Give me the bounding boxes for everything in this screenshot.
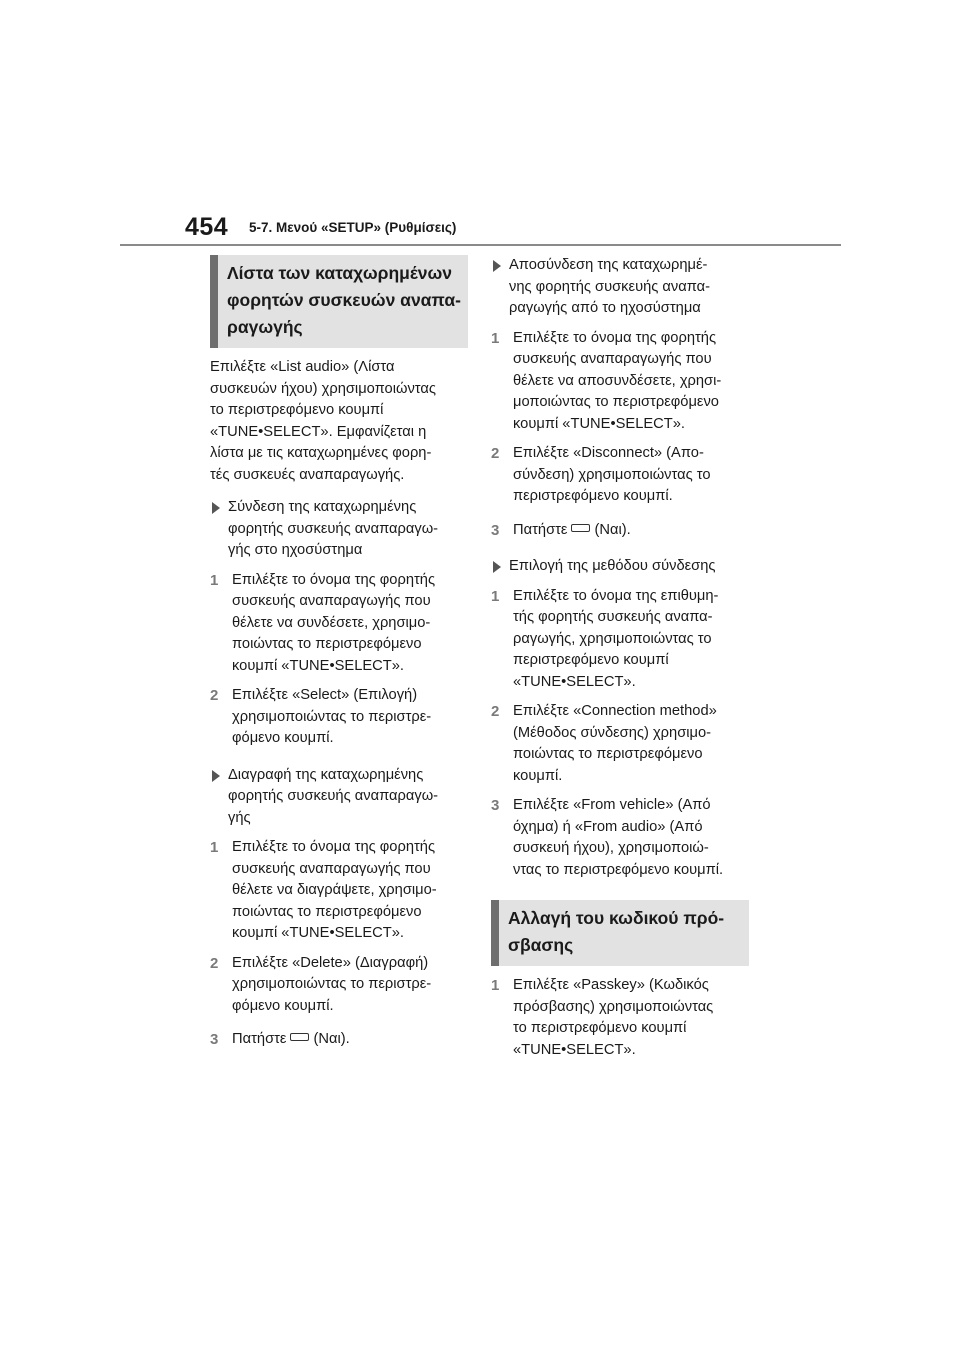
text-line: χρησιμοποιώντας το περιστρε- [232,708,432,725]
left-column [210,255,468,1059]
text-line: το περιστρεφόμενο κουμπί [513,1020,687,1036]
text-line: Επιλέξτε «Disconnect» (Απο- [513,445,704,461]
text-line: «TUNE•SELECT». Εμφανίζεται η [210,423,427,440]
text-line: συσκευής αναπαραγωγής που [232,593,431,609]
step-item [210,953,468,1018]
text-line: συσκευών ήχου) χρησιμοποιώντας [210,380,436,397]
step-number: 1 [491,587,500,605]
step-number: 1 [491,329,500,347]
step-text: Πατήστε [513,521,568,538]
section-heading-passkey [491,900,749,966]
text-line: μοποιώντας το περιστρεφόμενο [513,394,719,410]
yes-button-icon [571,524,590,532]
text-line: πρόσβασης) χρησιμοποιώντας [513,998,714,1015]
text-line: Επιλέξτε «List audio» (Λίστα [210,359,395,375]
text-line [232,1029,468,1051]
triangle-bullet-icon [493,561,501,573]
subsection-title-line: Σύνδεση της καταχωρημένης [228,499,417,515]
subsection-connect [210,497,468,562]
step-number: 3 [210,1031,219,1048]
text-line: περιστρεφόμενο κουμπί. [513,488,673,504]
subsection-disconnect [491,255,749,320]
heading-line: ραγωγής [227,317,303,337]
text-line: θέλετε να διαγράψετε, χρησιμο- [232,882,437,898]
text-line: Επιλέξτε «Select» (Επιλογή) [232,687,418,703]
step-text: (Ναι). [313,1031,350,1047]
step-number: 3 [491,797,500,814]
text-line: συσκευή ήχου), χρησιμοποιώ- [513,840,709,856]
text-line: τής φορητής συσκευής αναπα- [513,609,713,625]
text-line: θέλετε να συνδέσετε, χρησιμο- [232,614,431,631]
text-line: ποιώντας το περιστρεφόμενο [513,746,703,762]
heading-line: σβασης [508,935,574,955]
page-number: 454 [185,213,229,241]
step-text: (Ναι). [594,521,631,538]
subsection-title-line: γής [228,809,251,826]
subsection-delete [210,765,468,830]
step-number: 1 [491,977,500,994]
text-line: κουμπί «TUNE•SELECT». [513,415,685,432]
step-number: 3 [491,521,500,539]
section-heading-registered-devices [210,255,468,348]
header-divider [120,244,841,246]
subsection-title-line: Αποσύνδεση της καταχωρημέ- [509,257,708,273]
intro-paragraph [210,357,468,486]
step-item [491,586,749,694]
text-line: κουμπί «TUNE•SELECT». [232,657,404,674]
text-line: Επιλέξτε «Passkey» (Κωδικός [513,977,709,993]
text-line: φόμενο κουμπί. [232,997,334,1014]
step-item [491,520,749,542]
text-line: Επιλέξτε «Connection method» [513,703,717,719]
text-line: Επιλέξτε το όνομα της φορητής [232,571,436,588]
subsection-title-line: φορητής συσκευής αναπαραγω- [228,788,439,804]
yes-button-icon [290,1033,309,1041]
text-line: κουμπί «TUNE•SELECT». [232,925,404,941]
step-item [210,685,468,750]
text-line: ντας το περιστρεφόμενο κουμπί. [513,861,724,878]
text-line: χρησιμοποιώντας το περιστρε- [232,976,432,992]
step-item [491,975,749,1061]
step-item [491,328,749,436]
text-line: θέλετε να αποσυνδέσετε, χρησι- [513,372,722,389]
text-line: περιστρεφόμενο κουμπί [513,652,669,668]
right-column [491,255,749,1069]
text-line: συσκευής αναπαραγωγής που [232,860,431,877]
text-line: ραγωγής, χρησιμοποιώντας το [513,630,712,647]
text-line [513,520,749,542]
step-number: 2 [491,445,500,462]
step-number: 1 [210,839,219,856]
step-number: 2 [491,703,500,720]
step-item [210,837,468,945]
step-item [210,1029,468,1051]
text-line: όχημα) ή «From audio» (Από [513,818,703,835]
step-item [491,795,749,881]
text-line: (Μέθοδος σύνδεσης) χρησιμο- [513,724,712,741]
section-title: 5-7. Μενού «SETUP» (Ρυθμίσεις) [249,220,457,235]
text-line: τές συσκευές αναπαραγωγής. [210,466,405,483]
text-line: κουμπί. [513,767,563,784]
triangle-bullet-icon [212,502,220,514]
subsection-title-line: γής στο ηχοσύστημα [228,542,363,558]
step-item [210,570,468,678]
text-line: «TUNE•SELECT». [513,1041,636,1058]
text-line: ποιώντας το περιστρεφόμενο [232,636,422,652]
text-line: «TUNE•SELECT». [513,673,636,690]
heading-line: Αλλαγή του κωδικού πρό- [508,908,725,928]
text-line: σύνδεση) χρησιμοποιώντας το [513,466,711,483]
text-line: ποιώντας το περιστρεφόμενο [232,903,422,920]
step-number: 2 [210,687,219,704]
step-number: 2 [210,954,219,972]
subsection-title-line: ραγωγής από το ηχοσύστημα [509,300,701,316]
text-line: το περιστρεφόμενο κουμπί [210,402,384,418]
triangle-bullet-icon [212,770,220,782]
text-line: φόμενο κουμπί. [232,730,334,746]
heading-line: φορητών συσκευών αναπα- [227,290,461,310]
text-line: Επιλέξτε «Delete» (Διαγραφή) [232,954,429,971]
triangle-bullet-icon [493,260,501,272]
subsection-title-line: Διαγραφή της καταχωρημένης [228,766,424,783]
subsection-title-line: φορητής συσκευής αναπαραγω- [228,520,439,537]
text-line: λίστα με τις καταχωρημένες φορη- [210,445,432,461]
subsection-connection-method [491,556,749,578]
text-line: Επιλέξτε το όνομα της φορητής [232,839,436,855]
step-item [491,443,749,508]
step-text: Πατήστε [232,1031,287,1047]
text-line: συσκευής αναπαραγωγής που [513,351,712,367]
subsection-title-line: Επιλογή της μεθόδου σύνδεσης [509,558,716,574]
step-number: 1 [210,571,219,589]
text-line: Επιλέξτε το όνομα της επιθυμη- [513,587,719,604]
text-line: Επιλέξτε το όνομα της φορητής [513,329,717,346]
text-line: Επιλέξτε «From vehicle» (Από [513,797,711,813]
heading-line: Λίστα των καταχωρημένων [227,263,453,283]
step-item [491,701,749,787]
subsection-title-line: νης φορητής συσκευής αναπα- [509,278,711,295]
